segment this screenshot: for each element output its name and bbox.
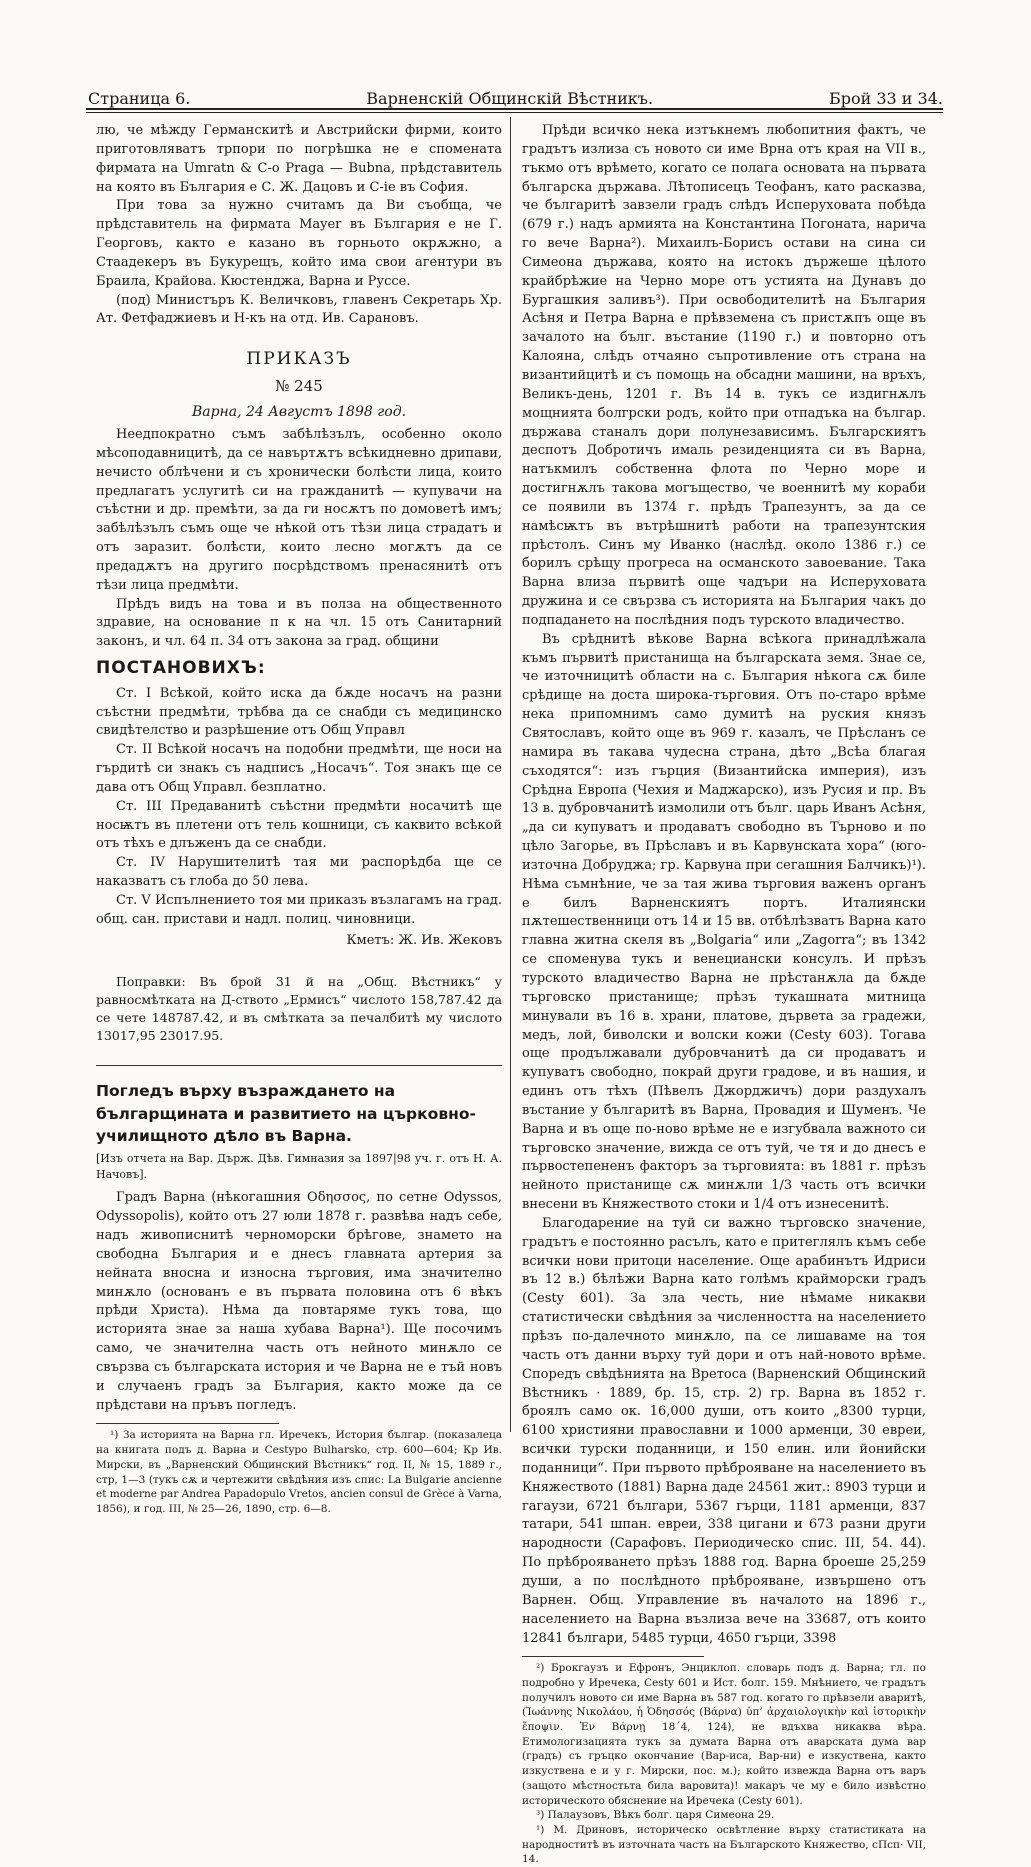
right-paragraph: Прѣди всичко нека изтъкнемъ любопитния фактъ, че градътъ излиза съ новото си име Врна отъ края на VII в., тъкмо отъ врѣмето, когато се полага основата на първата българска държава. Лѣтописецъ Теофанъ, като расказва, че българитѣ завзели градъ слѣдъ Исперуховата побѣда (679 г.) надъ армията на Константина Погоната, нарича го вече Варна²). Михаилъ-Борисъ остави на сина си Симеона държава, която на истокъ държеше цѣлото крайбрѣжие на Черно море отъ устията на Дунавъ до Бургашкия заливъ³). При освободителитѣ на България Асѣня и Петра Варна е прѣвземена съ пристѫпъ още въ зачалото на бълг. въстание (1190 г.) и повторно отъ Калояна, слѣдъ отчаяно съпротивление отъ страна на византийцитѣ и съ помощь на обсадни машини, на връхъ, Великъ-день, 1201 г. Въ 14 в. тукъ се издигнѫлъ мощнията болгрски родъ, който при отпадъка на българ. държава станалъ дори полунезависимъ. Българскиятъ деспотъ Добротичъ ималь резиденцията си въ Варна, натъкмилъ собственна флота по Черно море и достигнѫлъ такова могъщество, че военнитѣ му кораби се появили въ 1374 г. прѣдъ Трапезунтъ, за да се намѣсѭтъ въ вътрѣшнитѣ работи на трапезунтския прѣстолъ. Синъ му Иванко (наслѣд. около 1386 г.) се борилъ срѣщу прогреса на османското завоевание. Така Варна влиза първитѣ още чадъри на Исперуховата дружина и се свързва съ историята на България чакъ до подпадането на послѣдния подъ турското владичество. — [522, 123, 926, 628]
article-source: [Изъ отчета на Вар. Държ. Дѣв. Гимназия за 1897|98 уч. г. отъ Н. А. Начовъ]. — [96, 1152, 502, 1182]
footnote-rule — [522, 1656, 704, 1657]
prikaz-body-paragraph: Прѣдъ видъ на това и въ полза на общественното здравие, на основание п к на чл. 15 отъ Санитарний законъ, и чл. 64 п. 34 отъ закона за град. общини — [96, 596, 502, 650]
footnote: ¹) М. Дриновъ, историческо освѣтление върху статистиката на народноститѣ въ източната часть на Българското Княжество, сПсп· VII, 14. — [522, 1823, 926, 1866]
right-column — [522, 122, 926, 1867]
newspaper-title: Варненскiй Общинскiй Вѣстникъ. — [366, 89, 654, 108]
left-column — [96, 122, 502, 1517]
corrections-text: Поправки: Въ брой 31 й на „Общ. Вѣстникъ“ у равносмѣтката на Д-ството „Ермисъ“ числото 158,787.42 да се чете 148787.42, и въ смѣтката за печалбитѣ му числото 13017,95 23017.95. — [96, 973, 502, 1043]
left-footnotes — [96, 1428, 502, 1516]
intro-signature: (под) Министъръ К. Величковъ, главенъ Секретарь Хр. Ат. Фетфаджиевъ и Н-къ на отд. Ив. Сарановъ. — [96, 292, 502, 327]
prikaz-article: Ст. IV Нарушителитѣ тая ми распорѣдба ще се наказватъ съ глоба до 50 лева. — [96, 855, 502, 890]
right-footnotes — [522, 1661, 926, 1867]
corrections-block — [96, 973, 502, 1046]
footnote: ³) Палаузовъ, Вѣкъ болг. царя Симеона 29. — [536, 1809, 775, 1822]
prikaz-article: Ст. III Предаванитѣ съѣстни предмѣти носачитѣ ще носѭтъ въ плетени отъ тель кошници, съ каквито всѣкой отъ тѣхъ е длъженъ да се снабди. — [96, 798, 502, 852]
footnote-rule — [96, 1423, 279, 1424]
section-divider — [96, 1065, 502, 1066]
intro-paragraph: лю, че мѣжду Германскитѣ и Австрийски фирми, които приготовляватъ трпори по погрѣшка не е спомената фирмата на Umratn & C-o Praga — Bubna, прѣдставитель на която въ България е С. Ж. Дацовъ и С-ie въ София. — [96, 123, 502, 195]
right-paragraph: Благодарение на туй си важно търговско значение, градътъ е постоянно расълъ, като е притеглялъ къмъ себе всички нови притоци население. Още арабинътъ Идриси въ 12 в.) бѣлѣжи Варна като голѣмъ крайморски градъ (Cesty 601). За зла честь, ние нѣмаме никакви статистически свѣдѣния за численността на населението прѣзъ по-далечното минѫло, па се лишаваме на тоя часть отъ данни върху туй дори и отъ най-новото врѣме. Споредъ свѣдѣнията на Вретоса (Варненский Общинский Вѣстникъ · 1889, бр. 15, стр. 2) гр. Варна въ 1852 г. броялъ само ок. 16,000 души, отъ които „8300 турци, 6100 християни православни и 1000 арменци, 30 евреи, всички турски поданници, и 150 елин. или йонийски поданници“. При първото прѣброяване на населението въ Княжеството (1881) Варна даде 24561 жит.: 8903 турци и гагаузи, 6721 българи, 5367 гърци, 1181 арменци, 837 татари, 541 шпан. евреи, 338 цигани и 673 разни други народности (Сарафовъ. Периодическо спис. III, 54. 44). По прѣброяването прѣзъ 1888 год. Варна броеше 25,259 души, а по послѣдното прѣброяване, извършено отъ Варнен. Общ. Управление въ началото на 1896 г., населението на Варна възлизa вече на 33687, отъ които 12841 българи, 5485 турци, 4650 гърци, 3398 — [522, 1215, 926, 1646]
postanovih-heading: ПОСТАНОВИХЪ: — [96, 658, 266, 679]
right-paragraph: Въ срѣднитѣ вѣкове Варна всѣкога принадлѣжала къмъ първитѣ пристанища на българската земя. Знае се, че източницитѣ области на с. България нѣкога сѫ биле срѣдище на доста широка-търговия. Отъ по-старо врѣме нека припомнимъ само думитѣ на руския князъ Святославъ, който още въ 969 г. казалъ, че Прѣсланъ се намира въ такава чудесна страна, дѣто „Всѣа благая съходятся“: изъ гърция (Византийска империя), изъ Срѣдна Европа (Чехия и Маджарско), изъ Русия и пр. Въ 13 в. дубровчанитѣ измолили отъ бълг. царь Иванъ Асѣня, „да си купуватъ и продаватъ свободно въ Търново и по цѣло Загорье, въ Прѣславъ и въ Карвунската хора“ (юго-източна Добруджа; гр. Карвуна при сегашния Балчикъ)¹). Нѣма съмнѣние, че за тая жива търговия важенъ органъ е билъ Варненскиятъ портъ. Италиянски пѫтешественници отъ 14 и 15 вв. отбѣлѣзватъ Варна като главна житна скеля въ „Bolgaria“ или „Zagorra“; въ 1342 се споменува тукъ и венециански консулъ. И прѣзъ турското владичество Варна не прѣстанѫла да бѫде търговско пристанище; прѣзъ тукашната митница минували въ 16 в. храни, платове, дървета за градежи, медъ, лой, биволски и волски кожи (Cesty 603). Тогава още продължавали дубровчанитѣ да си продаватъ и купуватъ свободно, покрай други градове, и въ нашия, и единъ отъ тѣхъ (Пѣвелъ Джорджичъ) дори раздухалъ въстание у българитѣ въ Варна, Провадия и Шуменъ. Че Варна и въ още по-ново врѣме не е изгубвала важното си търговско значение, виждa се отъ туй, че тя и до днесъ е първостепененъ факторъ за търговията: въ 1881 г. прѣзъ нейното пристанище сѫ минѫли 1/3 часть отъ всички внесени въ Княжеството стоки и 1/4 отъ изнесенитѣ. — [522, 631, 926, 1213]
column-divider — [510, 117, 511, 1432]
header-rule-thin — [86, 112, 943, 113]
mayor-signature: Кметъ: Ж. Ив. Жековъ — [346, 932, 502, 948]
article-paragraph: Градъ Варна (нѣкогашния Οδησσος, по сетне Odyssos, Odyssopolis), който отъ 27 юли 1878 г. развѣва надъ себе, надъ живописнитѣ черноморски брѣгове, знамето на свободна България и е днесъ главната артерия за нейната вносна и износна търговия, има значително минѫло (основанъ е въ първата половина отъ 6 вѣкъ прѣди Христа). Нѣма да повтаряме тукъ това, що историята знае за наша хубава Варна¹). Щe посочимъ само, че значителна часть отъ нейното минѫло се свързва съ българската история и че Варна не е тъй новъ и случаенъ градъ за България, както може да се прѣдстави на пръвъ погледъ. — [96, 1190, 502, 1413]
prikaz-body-paragraph: Неедпократно съмъ забѣлѣзълъ, особенно около мѣсоподавницитѣ, да се навъртѫтъ всѣкидневно дрипави, нечисто облѣчени и съ хронически болѣсти лица, които предлагатъ услугитѣ си на гражданитѣ — купувачи на съѣстни и др. премѣти, за да ги носѫтъ по домоветѣ имъ; забѣлѣзълъ съмъ още че нѣкой отъ тѣзи лица страдатъ и отъ заразит. болѣсти, които лесно могѫтъ да се предадѫтъ на другиго посрѣдствомъ пренасянитѣ отъ тѣзи лица предмѣти. — [96, 426, 502, 593]
footnote: ²) Брокгаузъ и Ефронъ, Энциклоп. словарь подъ д. Варна; гл. по подробно у Иречека, Cesty 601 и Ист. болг. 159. Мнѣнието, че градътъ получилъ новото си име Варна въ 587 год. когато го прѣвзели аваритѣ, (Ἰωάννης Νικολάου, ἡ Ὀδησσός (Βάρνα) ὑπ’ ἀρχαιολογικὴν καὶ ἱστορικὴν ἔποψιν. Ἐν Βάρνῃ 18΄4, 124), не вдъхва никаква вѣра. Етимологизацията тукъ за думата Варна отъ аварската дума вар (градъ) съ гръцко окончание (Вар-иса, Вар-ни) е изкуственa, както изкуствена е и у г. Мирски, пос. м.); който извежда Варна отъ варъ (защото мѣстностьта била варовита)! макаръ че му е било извѣстно историческото обяснение на Иречека (Cesty 601). — [522, 1662, 926, 1807]
prikaz-article: Ст. V Испълнението тоя ми приказъ възлагамъ на град. общ. сан. пристави и надл. полиц. чиновници. — [96, 893, 502, 927]
prikaz-title: ПРИКАЗЪ — [246, 349, 352, 370]
issue-number: Брой 33 и 34. — [828, 89, 943, 108]
prikaz-article: Ст. I Всѣкой, който иска да бѫде носачъ на разни съѣстни предмѣти, трѣбва да се снабди съ медицинско свидѣтелство и разрѣшение отъ Общ Управл — [96, 685, 502, 739]
intro-paragraph: При това за нужно считамъ да Ви съобща, че прѣдставитель на фирмата Mayer въ България е не Г. Георговъ, както е казано въ горньото окрѫжно, а Стаадекеръ въ Букурещъ, който има свои агентури въ Браила, Крайова. Кюстенджа, Варна и Руссе. — [96, 198, 502, 289]
prikaz-article: Ст. II Всѣкой носачъ на подобни предмѣти, ще носи на гърдитѣ си знакъ съ надписъ „Носачъ“. Тоя знакъ ще се дава отъ Общ Управл. безплатно. — [96, 742, 502, 795]
header-rule-thick — [86, 108, 943, 110]
page-number: Страница 6. — [88, 89, 191, 108]
article-title: Погледъ върху възраждането на българщината и развитието на църковно-училищното дѣло въ Варна. — [96, 1082, 476, 1145]
prikaz-number: № 245 — [275, 376, 323, 395]
page-header — [88, 82, 943, 108]
footnote: ¹) За историята на Варна гл. Иречекъ, История българ. (показалеца на книгата подъ д. Варна и Cestyро Bulharsko, стр. 600—604; Кр Ив. Мирски, въ „Варненский Общинский Вѣстникъ“ год. II, № 15, 1889 г., стр, 1—3 (тукъ сѫ и чертежити свѣдѣния изъ спис: La Bulgarie ancienne et moderne par Andrea Papadopulo Vretos, ancien consul de Grèce à Varna, 1856), и год. III, № 25—26, 1890, стр. 6—8. — [96, 1429, 502, 1515]
prikaz-date: Варна, 24 Августъ 1898 год. — [191, 403, 407, 420]
